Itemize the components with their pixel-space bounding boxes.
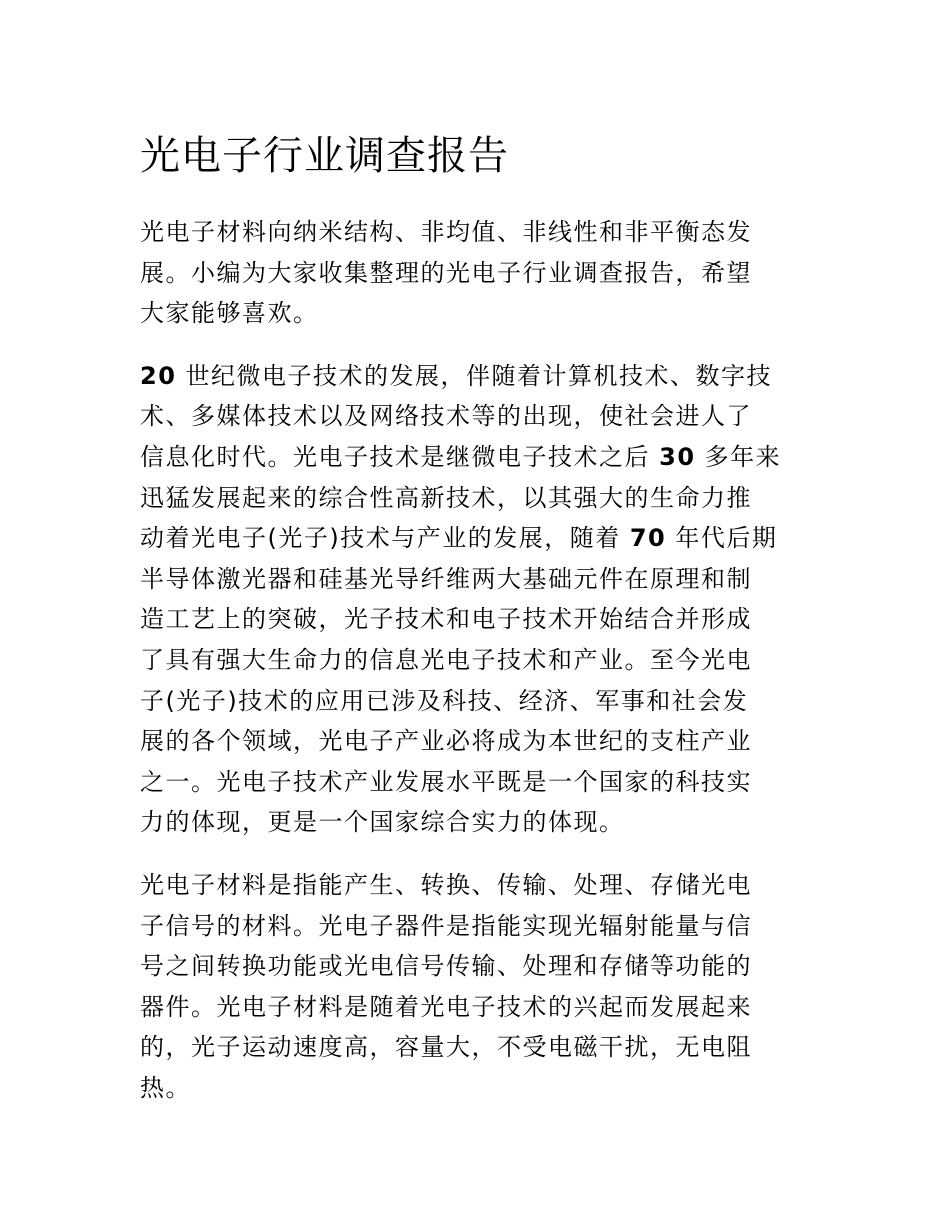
number-text: 70 <box>629 524 667 553</box>
document-title: 光电子行业调查报告 <box>140 133 509 179</box>
text-line: 大家能够喜欢。 <box>140 299 319 328</box>
number-text: 30 <box>659 442 696 471</box>
document-page <box>140 130 810 1130</box>
text-line: 之一。光电子技术产业发展水平既是一个国家的科技实 <box>140 767 752 796</box>
text-line: 了具有强大生命力的信息光电子技术和产业。至今光电 <box>140 645 752 674</box>
text-line: 的，光子运动速度高，容量大，不受电磁干扰，无电阻 <box>140 1033 752 1062</box>
paragraph-materials <box>140 865 810 1109</box>
text-line: 展的各个领域，光电子产业必将成为本世纪的支柱产业 <box>140 727 752 756</box>
text-line: 造工艺上的突破，光子技术和电子技术开始结合并形成 <box>140 605 752 634</box>
text-line: 器件。光电子材料是随着光电子技术的兴起而发展起来 <box>140 992 752 1021</box>
text-line: 信息化时代。光电子技术是继微电子技术之后 30 多年来 <box>140 442 782 471</box>
text-line: 热。 <box>140 1073 191 1102</box>
text-line: 迅猛发展起来的综合性高新技术，以其强大的生命力推 <box>140 483 752 512</box>
text-line: 半导体激光器和硅基光导纤维两大基础元件在原理和制 <box>140 564 752 593</box>
text-line: 20 世纪微电子技术的发展，伴随着计算机技术、数字技 <box>140 361 773 390</box>
number-text: 20 <box>140 361 177 390</box>
text-line: 光电子材料是指能产生、转换、传输、处理、存储光电 <box>140 870 752 899</box>
text-line: 光电子材料向纳米结构、非均值、非线性和非平衡态发 <box>140 218 752 246</box>
paragraph-intro <box>140 212 810 334</box>
text-line: 子信号的材料。光电子器件是指能实现光辐射能量与信 <box>140 911 752 940</box>
text-line: 号之间转换功能或光电信号传输、处理和存储等功能的 <box>140 952 752 981</box>
text-line: 动着光电子(光子)技术与产业的发展，随着 70 年代后期 <box>140 524 778 553</box>
text-line: 子(光子)技术的应用已涉及科技、经济、军事和社会发 <box>140 686 749 715</box>
text-line: 术、多媒体技术以及网络技术等的出现，使社会进人了 <box>140 402 752 431</box>
paragraph-history <box>140 356 810 843</box>
text-line: 展。小编为大家收集整理的光电子行业调查报告，希望 <box>140 258 752 287</box>
text-line: 力的体现，更是一个国家综合实力的体现。 <box>140 808 625 837</box>
